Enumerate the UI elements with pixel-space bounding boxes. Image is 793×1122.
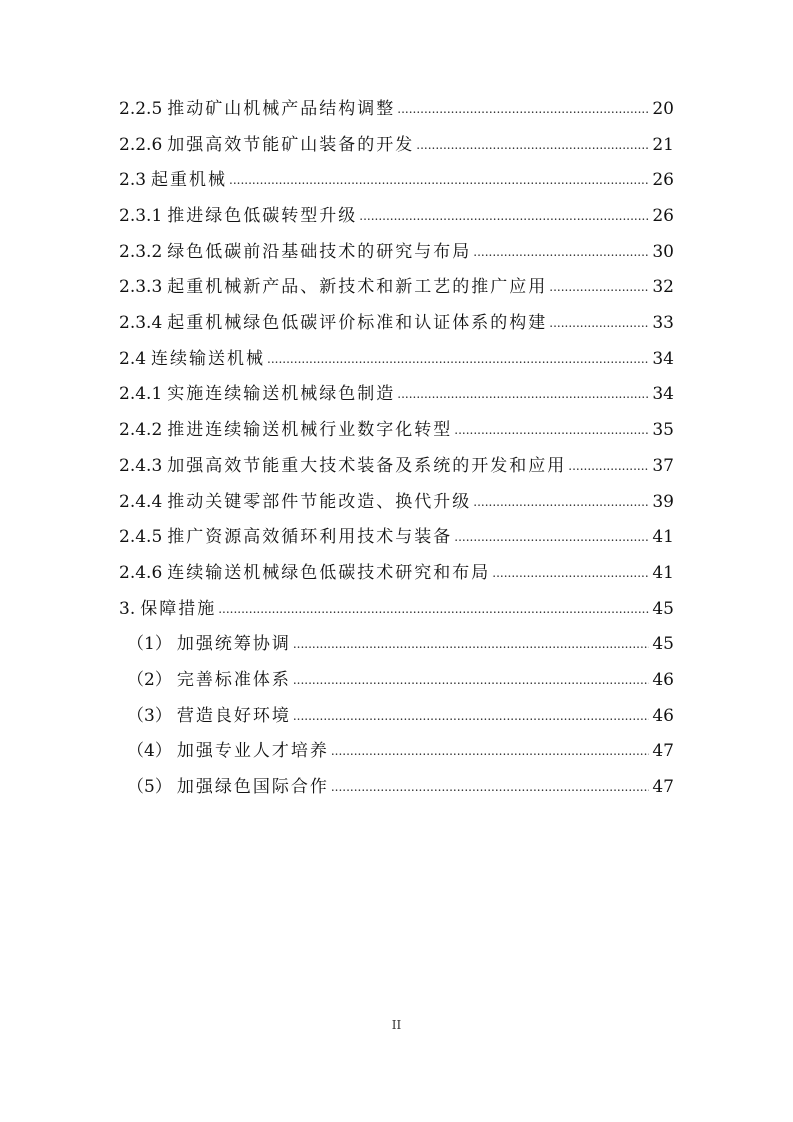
table-of-contents [119, 92, 674, 806]
toc-entry[interactable] [119, 699, 674, 735]
toc-entry-page: 47 [652, 777, 674, 798]
toc-entry-label [119, 377, 395, 413]
toc-dot-leader [293, 698, 650, 735]
toc-entry[interactable] [119, 163, 674, 199]
toc-entry-page: 21 [652, 134, 674, 155]
toc-entry-label [119, 128, 414, 164]
toc-entry-number: 2.4.2 [119, 420, 163, 441]
toc-dot-leader [267, 341, 649, 378]
toc-dot-leader [416, 127, 649, 164]
toc-entry-number: 2.3.3 [119, 277, 163, 298]
toc-entry-page: 35 [652, 420, 674, 441]
toc-entry-title: 加强专业人才培养 [176, 741, 329, 762]
toc-entry-title: 连续输送机械 [151, 348, 266, 369]
toc-dot-leader [229, 162, 649, 199]
toc-entry-title: 起重机械 [151, 170, 228, 191]
toc-entry[interactable] [119, 485, 674, 521]
toc-entry-number: 2.2.6 [119, 134, 163, 155]
toc-entry-page: 41 [652, 527, 674, 548]
toc-entry-title: 加强高效节能矿山装备的开发 [167, 134, 415, 155]
toc-entry-title: 绿色低碳前沿基础技术的研究与布局 [167, 241, 472, 262]
toc-entry-page: 26 [652, 170, 674, 191]
toc-dot-leader [549, 305, 649, 342]
toc-entry-number: 2.3.2 [119, 241, 163, 262]
toc-entry-title: 推进绿色低碳转型升级 [167, 206, 358, 227]
toc-entry-page: 26 [652, 206, 674, 227]
toc-dot-leader [397, 376, 649, 413]
toc-entry-number: 2.4.1 [119, 384, 163, 405]
toc-entry-title: 起重机械绿色低碳评价标准和认证体系的构建 [167, 313, 548, 334]
toc-entry-number: （5） [127, 777, 172, 798]
toc-dot-leader [568, 448, 649, 485]
toc-entry[interactable] [119, 520, 674, 556]
toc-entry-page: 37 [652, 455, 674, 476]
toc-entry-label [127, 627, 291, 663]
toc-entry-number: 2.3.4 [119, 313, 163, 334]
toc-entry-label [119, 342, 265, 378]
toc-entry-title: 加强绿色国际合作 [176, 777, 329, 798]
toc-entry-label [119, 449, 566, 485]
toc-entry-label [119, 485, 471, 521]
toc-entry[interactable] [119, 128, 674, 164]
toc-entry-title: 保障措施 [140, 598, 217, 619]
toc-entry-number: 2.3 [119, 170, 147, 191]
toc-entry-number: （1） [127, 634, 172, 655]
toc-entry-title: 营造良好环境 [176, 705, 291, 726]
toc-entry-title: 推进连续输送机械行业数字化转型 [167, 420, 453, 441]
toc-entry-page: 34 [652, 348, 674, 369]
toc-dot-leader [331, 733, 650, 770]
toc-dot-leader [473, 484, 649, 521]
toc-entry[interactable] [119, 592, 674, 628]
toc-entry-title: 推广资源高效循环利用技术与装备 [167, 527, 453, 548]
toc-entry-page: 41 [652, 562, 674, 583]
toc-entry-page: 46 [652, 705, 674, 726]
toc-entry[interactable] [119, 556, 674, 592]
toc-entry-title: 完善标准体系 [176, 669, 291, 690]
toc-entry-title: 加强高效节能重大技术装备及系统的开发和应用 [167, 455, 567, 476]
toc-entry-label [119, 163, 227, 199]
toc-entry-number: 2.4.4 [119, 491, 163, 512]
toc-entry-label [127, 734, 329, 770]
toc-dot-leader [454, 519, 649, 556]
toc-entry[interactable] [119, 413, 674, 449]
toc-entry-label [119, 520, 452, 556]
toc-entry-page: 34 [652, 384, 674, 405]
toc-entry-number: （4） [127, 741, 172, 762]
toc-dot-leader [218, 591, 649, 628]
toc-entry[interactable] [119, 449, 674, 485]
toc-entry-number: 2.4.5 [119, 527, 163, 548]
toc-dot-leader [397, 91, 649, 128]
toc-entry[interactable] [119, 770, 674, 806]
toc-entry-number: 2.4.6 [119, 562, 163, 583]
toc-entry[interactable] [119, 627, 674, 663]
toc-entry[interactable] [119, 734, 674, 770]
toc-entry-label [119, 413, 452, 449]
toc-entry-number: 2.3.1 [119, 206, 163, 227]
toc-entry-page: 46 [652, 669, 674, 690]
toc-entry-label [127, 770, 329, 806]
toc-entry[interactable] [119, 342, 674, 378]
toc-entry-label [119, 556, 490, 592]
toc-entry[interactable] [119, 235, 674, 271]
toc-dot-leader [293, 626, 650, 663]
toc-entry-label [119, 270, 547, 306]
toc-entry[interactable] [119, 306, 674, 342]
toc-entry-label [119, 92, 395, 128]
toc-entry-page: 45 [652, 598, 674, 619]
toc-entry-label [119, 592, 216, 628]
toc-entry[interactable] [119, 92, 674, 128]
toc-dot-leader [492, 555, 649, 592]
toc-entry-number: 2.4 [119, 348, 147, 369]
toc-dot-leader [549, 269, 649, 306]
toc-entry-title: 起重机械新产品、新技术和新工艺的推广应用 [167, 277, 548, 298]
toc-entry-title: 实施连续输送机械绿色制造 [167, 384, 396, 405]
toc-entry-label [127, 663, 291, 699]
page-number: II [391, 1018, 402, 1032]
toc-dot-leader [473, 234, 649, 271]
toc-dot-leader [331, 769, 650, 806]
toc-entry-label [119, 199, 357, 235]
toc-entry-page: 33 [652, 313, 674, 334]
toc-entry[interactable] [119, 199, 674, 235]
toc-entry-title: 加强统筹协调 [176, 634, 291, 655]
toc-entry-page: 32 [652, 277, 674, 298]
toc-dot-leader [293, 662, 650, 699]
toc-entry-page: 47 [652, 741, 674, 762]
toc-dot-leader [454, 412, 649, 449]
toc-entry-number: 2.2.5 [119, 98, 163, 119]
toc-entry[interactable] [119, 270, 674, 306]
toc-entry-page: 30 [652, 241, 674, 262]
toc-entry-page: 20 [652, 98, 674, 119]
toc-entry-number: （2） [127, 669, 172, 690]
toc-entry[interactable] [119, 378, 674, 414]
toc-entry-page: 45 [652, 634, 674, 655]
toc-entry-label [119, 235, 471, 271]
toc-entry-title: 推动矿山机械产品结构调整 [167, 98, 396, 119]
toc-entry-page: 39 [652, 491, 674, 512]
toc-entry-number: （3） [127, 705, 172, 726]
toc-entry-label [119, 306, 547, 342]
toc-entry[interactable] [119, 663, 674, 699]
toc-entry-title: 连续输送机械绿色低碳技术研究和布局 [167, 562, 491, 583]
toc-entry-number: 2.4.3 [119, 455, 163, 476]
toc-entry-label [127, 699, 291, 735]
toc-entry-title: 推动关键零部件节能改造、换代升级 [167, 491, 472, 512]
toc-entry-number: 3. [119, 598, 136, 619]
toc-dot-leader [359, 198, 649, 235]
